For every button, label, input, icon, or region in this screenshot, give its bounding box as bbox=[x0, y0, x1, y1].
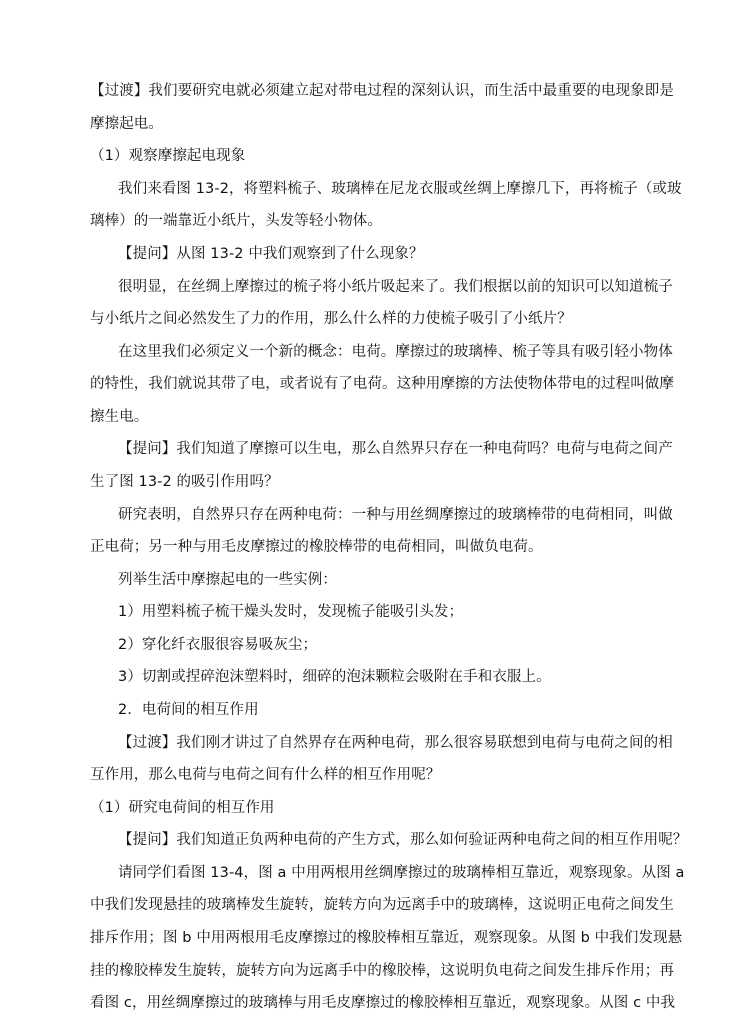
paragraph-line: 我们来看图 13-2，将塑料梳子、玻璃棒在尼龙衣服或丝绸上摩擦几下，再将梳子（或玻 bbox=[118, 181, 682, 197]
paragraph-line: 与小纸片之间必然发生了力的作用，那么什么样的力使梳子吸引了小纸片？ bbox=[90, 311, 572, 327]
paragraph-line: 互作用，那么电荷与电荷之间有什么样的相互作用呢？ bbox=[90, 767, 441, 783]
question-line: 【提问】我们知道正负两种电荷的产生方式，那么如何验证两种电荷之间的相互作用呢？ bbox=[118, 832, 688, 848]
question-line: 【提问】从图 13-2 中我们观察到了什么现象？ bbox=[118, 246, 424, 262]
paragraph-line: 的特性，我们就说其带了电，或者说有了电荷。这种用摩擦的方法使物体带电的过程叫做摩 bbox=[90, 376, 674, 392]
paragraph-line: 【过渡】我们刚才讲过了自然界存在两种电荷，那么很容易联想到电荷与电荷之间的相 bbox=[118, 735, 673, 751]
paragraph-line: 擦生电。 bbox=[90, 409, 149, 425]
question-line: 生了图 13-2 的吸引作用吗？ bbox=[90, 474, 279, 490]
paragraph-line: 研究表明，自然界只存在两种电荷：一种与用丝绸摩擦过的玻璃棒带的电荷相同，叫做 bbox=[118, 507, 673, 523]
list-item: 2）穿化纤衣服很容易吸灰尘； bbox=[118, 637, 318, 653]
paragraph-line: 请同学们看图 13-4，图 a 中用两根用丝绸摩擦过的玻璃棒相互靠近，观察现象。从图 a bbox=[118, 865, 685, 881]
paragraph-line: 看图 c，用丝绸摩擦过的玻璃棒与用毛皮摩擦过的橡胶棒相互靠近，观察现象。从图 c 中我 bbox=[90, 995, 676, 1011]
paragraph-line: 列举生活中摩擦起电的一些实例： bbox=[118, 572, 337, 588]
paragraph-line: 璃棒）的一端靠近小纸片，头发等轻小物体。 bbox=[90, 213, 382, 229]
paragraph-line: 在这里我们必须定义一个新的概念：电荷。摩擦过的玻璃棒、梳子等具有吸引轻小物体 bbox=[118, 344, 673, 360]
section-heading: （1）观察摩擦起电现象 bbox=[90, 148, 246, 164]
list-item: 1）用塑料梳子梳干燥头发时，发现梳子能吸引头发； bbox=[118, 604, 464, 620]
paragraph-line: 【过渡】我们要研究电就必须建立起对带电过程的深刻认识，而生活中最重要的电现象即是 bbox=[90, 83, 674, 99]
paragraph-line: 排斥作用；图 b 中用两根用毛皮摩擦过的橡胶棒相互靠近，观察现象。从图 b 中我们发现悬 bbox=[90, 930, 683, 946]
list-item: 3）切割或捏碎泡沫塑料时，细碎的泡沫颗粒会吸附在手和衣服上。 bbox=[118, 669, 551, 685]
paragraph-line: 很明显，在丝绸上摩擦过的梳子将小纸片吸起来了。我们根据以前的知识可以知道梳子 bbox=[118, 279, 673, 295]
paragraph-line: 挂的橡胶棒发生旋转，旋转方向为远离手中的橡胶棒，这说明负电荷之间发生排斥作用；再 bbox=[90, 963, 674, 979]
paragraph-line: 正电荷；另一种与用毛皮摩擦过的橡胶棒带的电荷相同，叫做负电荷。 bbox=[90, 539, 543, 555]
paragraph-line: 中我们发现悬挂的玻璃棒发生旋转，旋转方向为远离手中的玻璃棒，这说明正电荷之间发生 bbox=[90, 897, 674, 913]
paragraph-line: 摩擦起电。 bbox=[90, 116, 163, 132]
section-heading: （1）研究电荷间的相互作用 bbox=[90, 800, 275, 816]
question-line: 【提问】我们知道了摩擦可以生电，那么自然界只存在一种电荷吗？电荷与电荷之间产 bbox=[118, 441, 673, 457]
section-heading: 2．电荷间的相互作用 bbox=[118, 702, 259, 718]
